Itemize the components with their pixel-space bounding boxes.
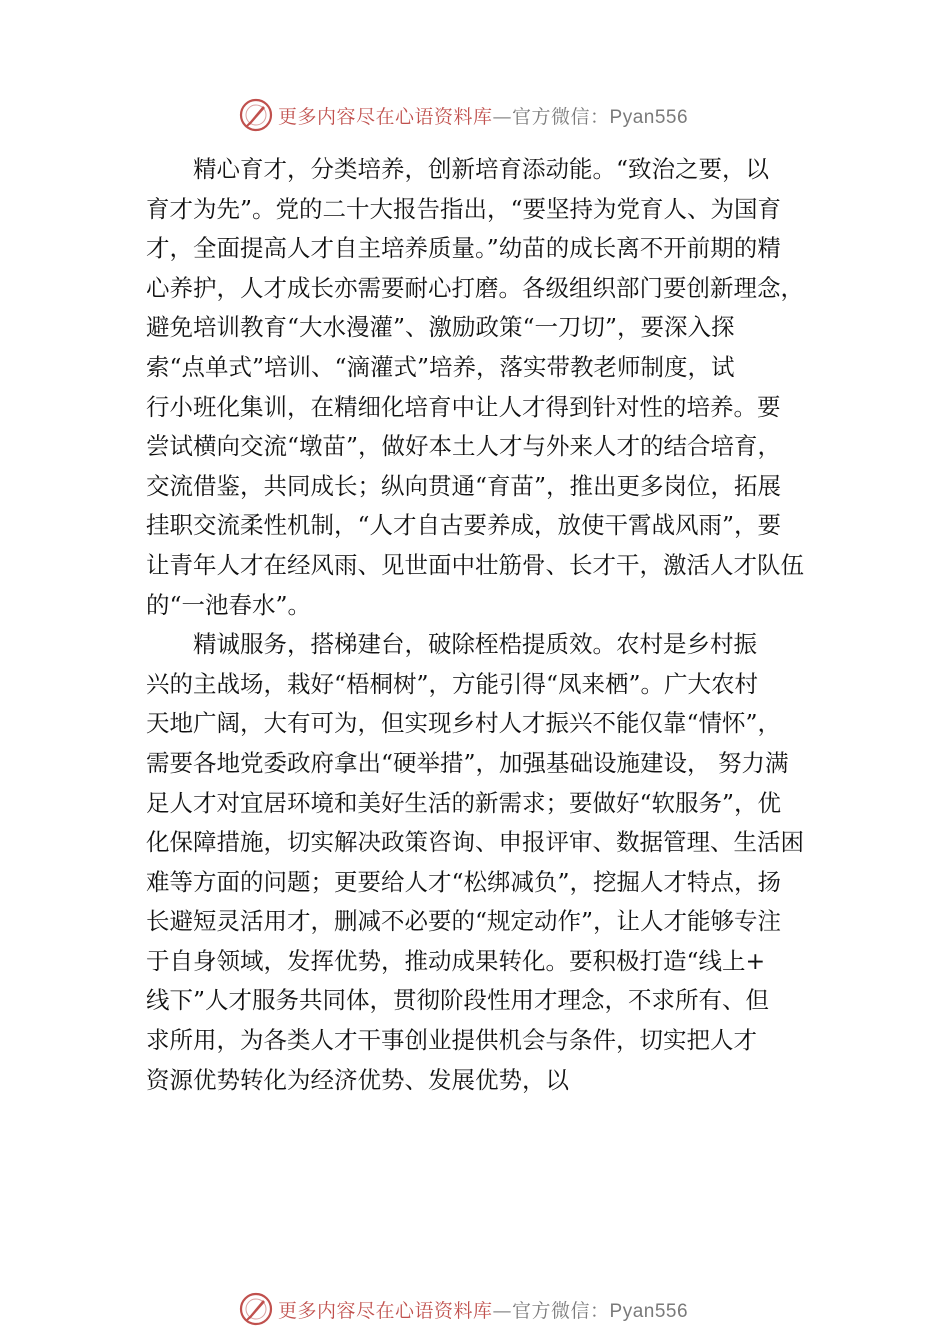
body-line: 挂职交流柔性机制，“人才自古要养成，放使干霄战风雨”，要 [146, 511, 782, 540]
header-wechat-id: Pyan556 [609, 106, 689, 128]
footer-official-label: 官方微信： [512, 1299, 610, 1322]
body-line: 的“一池春水”。 [146, 590, 312, 619]
body-line: 心养护，人才成长亦需要耐心打磨。各级组织部门要创新理念， [146, 273, 804, 302]
quill-pen-circle-icon [238, 97, 274, 133]
body-line: 足人才对宜居环境和美好生活的新需求；要做好“软服务”，优 [146, 788, 782, 817]
footer-text [278, 1296, 688, 1323]
body-line: 求所用，为各类人才干事创业提供机会与条件，切实把人才 [146, 1026, 757, 1055]
body-line: 避免培训教育“大水漫灌”、激励政策“一刀切”，要深入探 [146, 313, 735, 342]
body-line: 难等方面的问题；更要给人才“松绑减负”，挖掘人才特点，扬 [146, 867, 782, 896]
page-header-banner [238, 97, 738, 133]
body-line: 育才为先”。党的二十大报告指出，“要坚持为党育人、为国育 [146, 194, 782, 223]
document-body [146, 150, 826, 1100]
body-line: 交流借鉴，共同成长；纵向贯通“育苗”，推出更多岗位，拓展 [146, 471, 782, 500]
body-line: 行小班化集训，在精细化培育中让人才得到针对性的培养。要 [146, 392, 781, 421]
footer-separator: — [492, 1299, 513, 1322]
header-site-name: 更多内容尽在心语资料库 [278, 105, 493, 128]
header-separator: — [492, 105, 513, 128]
body-line: 天地广阔，大有可为，但实现乡村人才振兴不能仅靠“情怀”， [146, 709, 782, 738]
body-line: 精诚服务，搭梯建台，破除桎梏提质效。农村是乡村振 [146, 630, 757, 659]
body-line: 才，全面提高人才自主培养质量。”幼苗的成长离不开前期的精 [146, 234, 781, 263]
body-line: 线下”人才服务共同体，贯彻阶段性用才理念，不求所有、但 [146, 986, 770, 1015]
header-text [278, 102, 688, 129]
quill-pen-circle-icon [238, 1291, 274, 1327]
footer-site-name: 更多内容尽在心语资料库 [278, 1299, 493, 1322]
body-line: 精心育才，分类培养，创新培育添动能。“致治之要，以 [146, 155, 770, 183]
header-official-label: 官方微信： [512, 105, 610, 128]
body-line: 需要各地党委政府拿出“硬举措”，加强基础设施建设， 努力满 [146, 748, 789, 777]
body-line: 索“点单式”培训、“滴灌式”培养，落实带教老师制度，试 [146, 352, 735, 381]
body-line: 尝试横向交流“墩苗”，做好本土人才与外来人才的结合培育， [146, 432, 782, 461]
body-line: 化保障措施，切实解决政策咨询、申报评审、数据管理、生活困 [146, 828, 804, 857]
body-line: 让青年人才在经风雨、见世面中壮筋骨、长才干，激活人才队伍 [146, 550, 804, 579]
footer-wechat-id: Pyan556 [609, 1300, 689, 1322]
body-line: 兴的主战场，栽好“梧桐树”，方能引得“凤来栖”。广大农村 [146, 669, 759, 698]
page-footer-banner [238, 1291, 738, 1327]
body-line: 资源优势转化为经济优势、发展优势，以 [146, 1065, 569, 1094]
body-line: 于自身领域，发挥优势，推动成果转化。要积极打造“线上+ [146, 946, 766, 975]
body-line: 长避短灵活用才，删减不必要的“规定动作”，让人才能够专注 [146, 907, 782, 936]
